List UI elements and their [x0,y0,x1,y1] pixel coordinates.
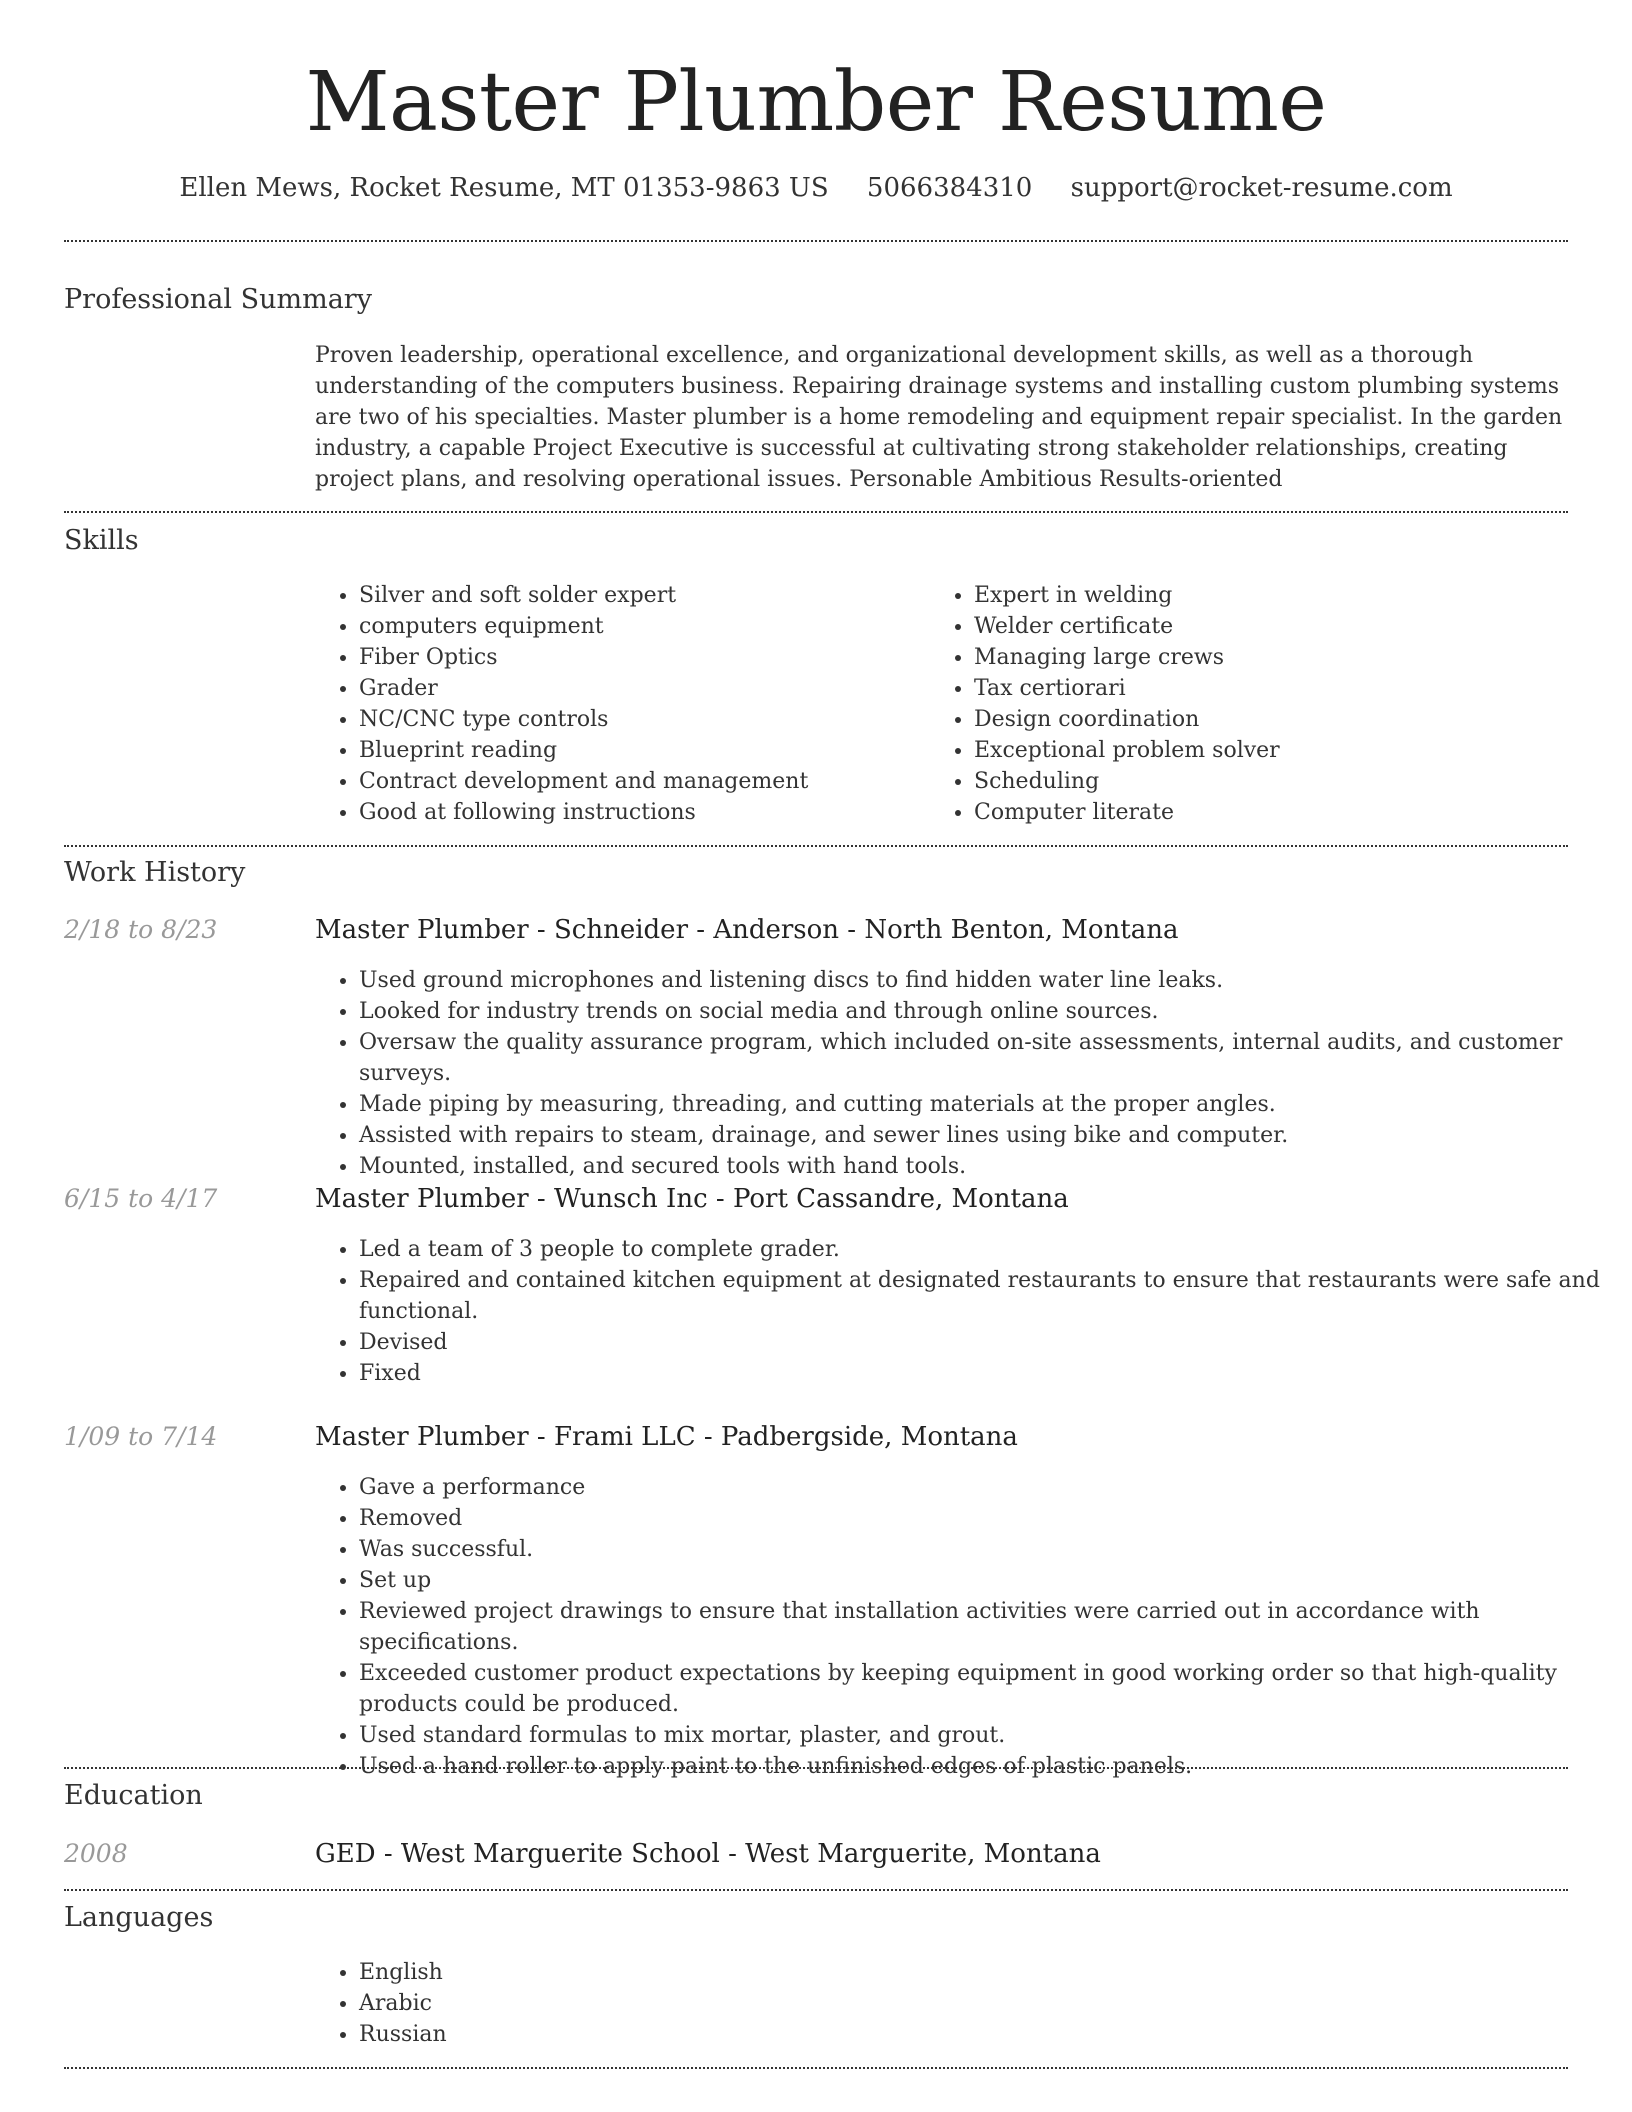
list-item: • Tax certiorari [974,673,1594,704]
list-item: • Silver and soft solder expert [359,580,919,611]
list-item: • Exceptional problem solver [974,735,1594,766]
list-item: • Arabic [359,1988,959,2019]
list-item: • Made piping by measuring, threading, and cutting materials at the proper angles. [359,1089,1609,1120]
job-bullets [315,1472,1609,1782]
list-item: • Set up [359,1565,1609,1596]
list-item: • Gave a performance [359,1472,1609,1503]
contact-line [0,168,1632,208]
list-item: • NC/CNC type controls [359,704,919,735]
list-item: • Scheduling [974,766,1594,797]
resume-title: Master Plumber Resume [305,55,1327,150]
list-item: • Removed [359,1503,1609,1534]
list-item: • Oversaw the quality assurance program, which included on-site assessments, internal audits, and customer surveys. [359,1027,1609,1089]
list-item: • Russian [359,2019,959,2050]
skills-heading: Skills [64,525,139,556]
section-divider [64,1767,1568,1769]
section-divider [64,2067,1568,2069]
list-item: • Used ground microphones and listening discs to find hidden water line leaks. [359,965,1609,996]
list-item: • Expert in welding [974,580,1594,611]
list-item: • Good at following instructions [359,797,919,828]
list-item: • Led a team of 3 people to complete grader. [359,1234,1609,1265]
list-item: • Was successful. [359,1534,1609,1565]
list-item: • Grader [359,673,919,704]
list-item: • Computer literate [974,797,1594,828]
list-item: • Used a hand roller to apply paint to the unfinished edges of plastic panels. [359,1751,1609,1782]
job-title: Master Plumber - Schneider - Anderson - North Benton, Montana [315,915,1179,945]
list-item: • Managing large crews [974,642,1594,673]
list-item: • Repaired and contained kitchen equipment at designated restaurants to ensure that restaurants were safe and functional. [359,1265,1609,1327]
list-item: • Welder certificate [974,611,1594,642]
list-item: • Looked for industry trends on social media and through online sources. [359,996,1609,1027]
summary-text: Proven leadership, operational excellence, and organizational development skills, as well as a thorough understanding of the computers business. Repairing drainage systems and installing custom plumbing systems are two of his specialties. Master plumber is a home remodeling and equipment repair specialist. In the garden industry, a capable Project Executive is successful at cultivating strong stakeholder relationships, creating project plans, and resolving operational issues. Personable Ambitious Results-oriented [315,343,1563,492]
contact-phone: 5066384310 [866,173,1033,203]
list-item: • Design coordination [974,704,1594,735]
list-item: • Fiber Optics [359,642,919,673]
job-bullets [315,1234,1609,1389]
job-dates: 1/09 to 7/14 [64,1422,218,1451]
skills-list-right [930,580,1594,828]
list-item: • Reviewed project drawings to ensure that installation activities were carried out in accordance with specifications. [359,1596,1609,1658]
list-item: • Assisted with repairs to steam, drainage, and sewer lines using bike and computer. [359,1120,1609,1151]
summary-heading: Professional Summary [64,284,372,315]
list-item: • Devised [359,1327,1609,1358]
contact-email: support@rocket-resume.com [1070,173,1453,203]
work-heading: Work History [64,857,246,888]
list-item: • Used standard formulas to mix mortar, plaster, and grout. [359,1720,1609,1751]
section-divider [64,240,1568,242]
education-heading: Education [64,1780,203,1811]
skills-list-left [315,580,919,828]
job-dates: 2/18 to 8/23 [64,915,218,944]
job-bullets [315,965,1609,1182]
section-divider [64,845,1568,847]
section-divider [64,511,1568,513]
list-item: • Exceeded customer product expectations by keeping equipment in good working order so that high-quality products could be produced. [359,1658,1609,1720]
list-item: • Contract development and management [359,766,919,797]
list-item: • computers equipment [359,611,919,642]
contact-address: Ellen Mews, Rocket Resume, MT 01353-9863 US [179,173,829,203]
languages-list [315,1957,959,2050]
list-item: • Fixed [359,1358,1609,1389]
job-title: Master Plumber - Wunsch Inc - Port Cassandre, Montana [315,1184,1069,1214]
job-title: Master Plumber - Frami LLC - Padbergside, Montana [315,1422,1018,1452]
languages-heading: Languages [64,1902,214,1933]
list-item: • Blueprint reading [359,735,919,766]
list-item: • Mounted, installed, and secured tools with hand tools. [359,1151,1609,1182]
section-divider [64,1889,1568,1891]
education-entry: GED - West Marguerite School - West Marguerite, Montana [315,1839,1101,1869]
education-year: 2008 [64,1839,128,1868]
job-dates: 6/15 to 4/17 [64,1184,218,1213]
list-item: • English [359,1957,959,1988]
